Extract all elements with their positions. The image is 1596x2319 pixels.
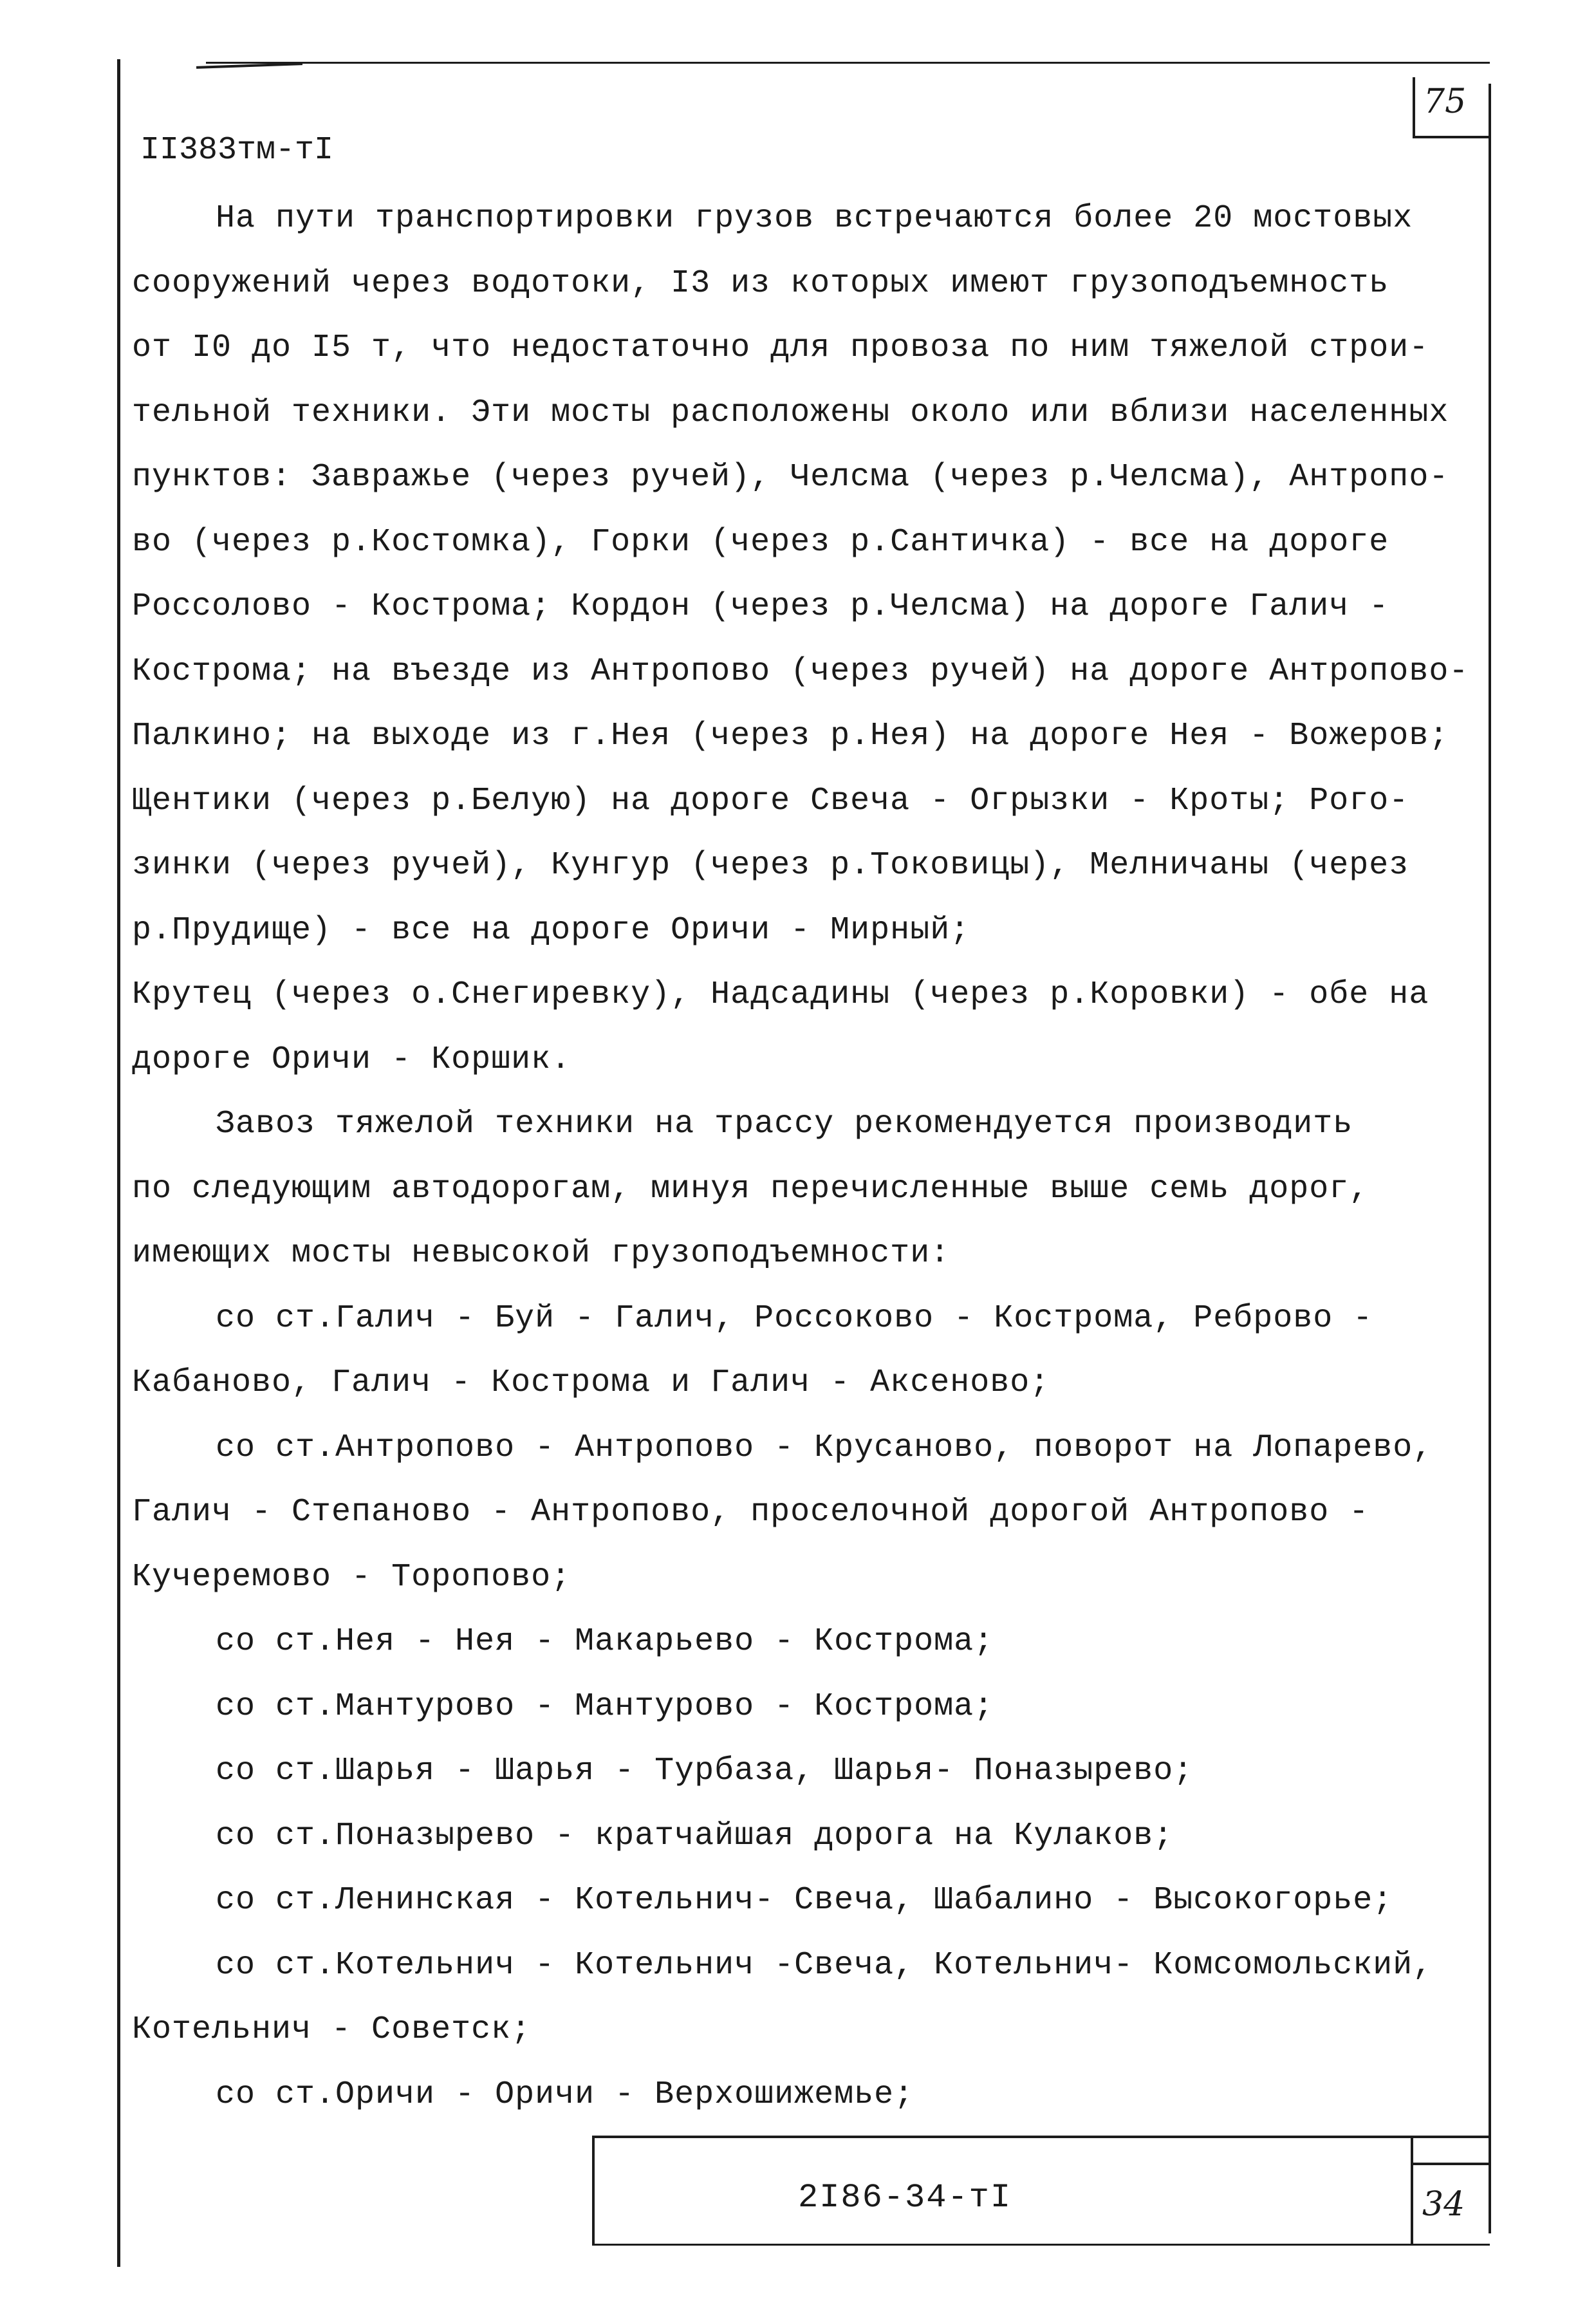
text-line: сооружений через водотоки, I3 из которых имеют грузоподъемность bbox=[132, 265, 1389, 302]
text-line: дороге Оричи - Коршик. bbox=[132, 1041, 571, 1078]
text-line: р.Прудище) - все на дороге Оричи - Мирный; bbox=[132, 911, 970, 949]
text-line: Кабаново, Галич - Кострома и Галич - Аксеново; bbox=[132, 1364, 1050, 1401]
text-line: со ст.Ленинская - Котельнич- Свеча, Шабалино - Высокогорье; bbox=[216, 1882, 1393, 1919]
text-line: зинки (через ручей), Кунгур (через р.Токовицы), Мелничаны (через bbox=[132, 847, 1409, 884]
document-code: II383тм-тI bbox=[140, 132, 334, 169]
body-text bbox=[132, 187, 1480, 2127]
text-line: Кострома; на въезде из Антропово (через ручей) на дороге Антропово- bbox=[132, 653, 1469, 690]
text-line: со ст.Мантурово - Мантурово - Кострома; bbox=[216, 1688, 994, 1725]
text-line: На пути транспортировки грузов встречаются более 20 мостовых bbox=[216, 200, 1413, 237]
left-margin-rule bbox=[117, 59, 120, 2267]
text-line: тельной техники. Эти мосты расположены около или вблизи населенных bbox=[132, 394, 1449, 431]
text-line: Завоз тяжелой техники на трассу рекомендуется производить bbox=[216, 1106, 1353, 1142]
sheet-cell-rule bbox=[1413, 2163, 1490, 2165]
text-line: со ст.Антропово - Антропово - Крусаново, поворот на Лопарево, bbox=[216, 1429, 1433, 1466]
text-line: во (через р.Костомка), Горки (через р.Сантичка) - все на дороге bbox=[132, 523, 1389, 561]
text-line: со ст.Шарья - Шарья - Турбаза, Шарья- Поназырево; bbox=[216, 1753, 1194, 1789]
text-line: Россолово - Кострома; Кордон (через р.Челсма) на дороге Галич - bbox=[132, 588, 1389, 625]
text-line: пунктов: Завражье (через ручей), Челсма (через р.Челсма), Антропо- bbox=[132, 459, 1449, 496]
page-number: 75 bbox=[1424, 82, 1467, 121]
bottom-frame-rule bbox=[592, 2244, 1490, 2246]
text-line: Котельнич - Советск; bbox=[132, 2011, 532, 2048]
text-line: со ст.Галич - Буй - Галич, Россоково - Кострома, Реброво - bbox=[216, 1299, 1373, 1337]
title-block-separator bbox=[1411, 2136, 1413, 2245]
text-line: со ст.Котельнич - Котельнич -Свеча, Котельнич- Комсомольский, bbox=[216, 1946, 1433, 1984]
text-line: Крутец (через о.Снегиревку), Надсадины (через р.Коровки) - обе на bbox=[132, 976, 1429, 1013]
text-line: по следующим автодорогам, минуя перечисленные выше семь дорог, bbox=[132, 1170, 1369, 1207]
text-line: со ст.Оричи - Оричи - Верхошижемье; bbox=[216, 2076, 914, 2113]
sheet-number: 34 bbox=[1422, 2185, 1465, 2224]
title-block-code: 2I86-34-тI bbox=[798, 2179, 1012, 2217]
text-line: Щентики (через р.Белую) на дороге Свеча - Огрызки - Кроты; Рого- bbox=[132, 782, 1409, 819]
top-frame-rule bbox=[206, 62, 1490, 64]
title-block bbox=[592, 2136, 1490, 2245]
text-line: со ст.Нея - Нея - Макарьево - Кострома; bbox=[216, 1623, 994, 1660]
text-line: от I0 до I5 т, что недостаточно для провоза по ним тяжелой строи- bbox=[132, 330, 1429, 366]
text-line: со ст.Поназырево - кратчайшая дорога на Кулаков; bbox=[216, 1817, 1174, 1854]
right-frame-rule bbox=[1489, 84, 1491, 2233]
text-line: Кучеремово - Торопово; bbox=[132, 1558, 571, 1596]
text-line: имеющих мосты невысокой грузоподъемности: bbox=[132, 1235, 951, 1272]
text-line: Палкино; на выходе из г.Нея (через р.Нея) на дороге Нея - Вожеров; bbox=[132, 718, 1449, 754]
text-line: Галич - Степаново - Антропово, проселочной дорогой Антропово - bbox=[132, 1494, 1369, 1531]
